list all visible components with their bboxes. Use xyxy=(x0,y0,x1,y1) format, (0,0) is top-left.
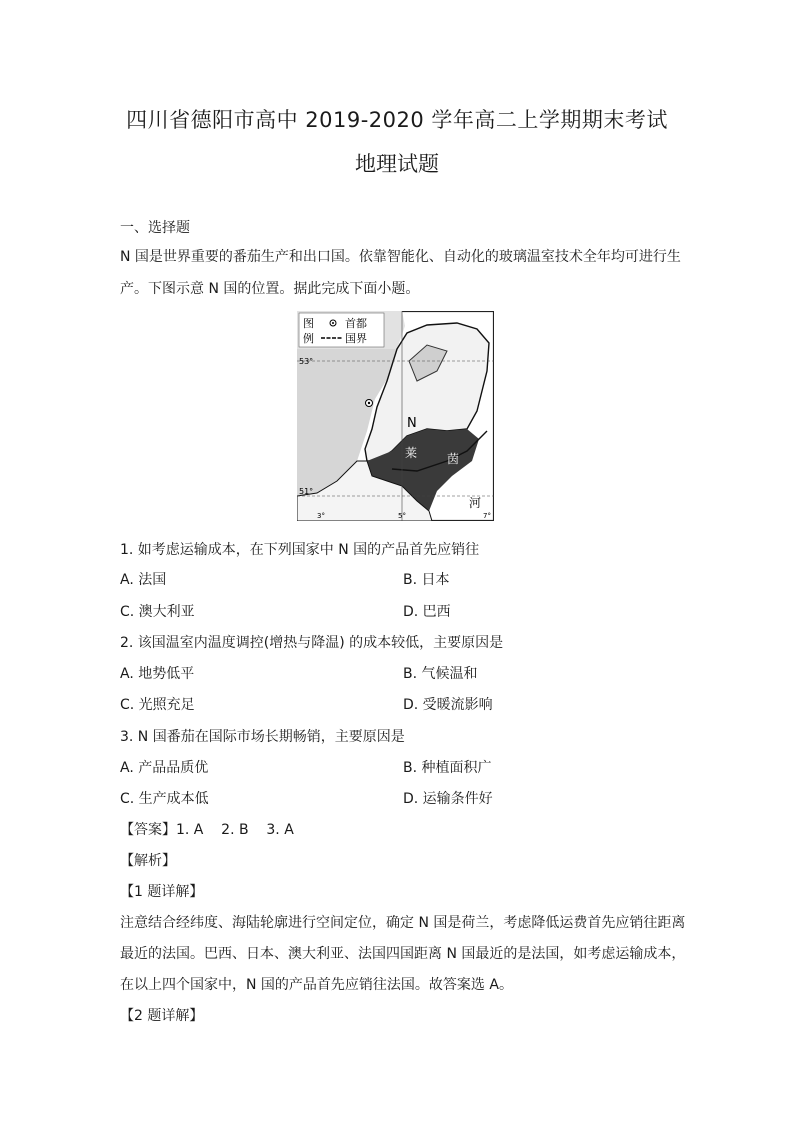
question-1-option-d: D. 巴西 xyxy=(403,604,451,620)
river-char-1: 莱 xyxy=(405,446,418,460)
question-2-stem: 2. 该国温室内温度调控(增热与降温) 的成本较低，主要原因是 xyxy=(120,635,504,651)
detail-2-label: 【2 题详解】 xyxy=(120,1008,204,1024)
lat-53-label: 53° xyxy=(299,357,314,366)
answer-text: 1. A 2. B 3. A xyxy=(176,822,294,838)
lon-5-label: 5° xyxy=(398,512,406,520)
question-2-option-c: C. 光照充足 xyxy=(120,697,195,713)
legend-capital-label: 首都 xyxy=(345,317,367,330)
document-title: 四川省德阳市高中 2019-2020 学年高二上学期期末考试 xyxy=(126,108,668,132)
question-2-option-d: D. 受暖流影响 xyxy=(403,697,493,713)
question-3-option-a: A. 产品品质优 xyxy=(120,760,209,776)
question-3-option-d: D. 运输条件好 xyxy=(403,791,493,807)
river-char-2: 茵 xyxy=(447,452,460,466)
question-2-option-a: A. 地势低平 xyxy=(120,666,195,682)
lon-3-label: 3° xyxy=(317,512,325,520)
river-char-3: 河 xyxy=(469,496,482,510)
legend-border-label: 国界 xyxy=(345,332,367,345)
legend-title-2: 例 xyxy=(303,332,314,345)
question-1-stem: 1. 如考虑运输成本，在下列国家中 N 国的产品首先应销往 xyxy=(120,542,480,558)
lat-51-label: 51° xyxy=(299,487,314,496)
detail-1-line-1: 注意结合经纬度、海陆轮廓进行空间定位，确定 N 国是荷兰，考虑降低运费首先应销往距离 xyxy=(120,915,686,931)
question-2-option-b: B. 气候温和 xyxy=(403,666,478,682)
question-3-option-b: B. 种植面积广 xyxy=(403,760,492,776)
lon-7-label: 7° xyxy=(483,512,491,520)
analysis-label: 【解析】 xyxy=(120,853,176,869)
answer-label: 【答案】 xyxy=(120,822,176,838)
intro-line-2: 产。下图示意 N 国的位置。据此完成下面小题。 xyxy=(120,281,420,297)
intro-line-1: N 国是世界重要的番茄生产和出口国。依靠智能化、自动化的玻璃温室技术全年均可进行生 xyxy=(120,249,681,265)
netherlands-location-map xyxy=(297,311,494,521)
legend-title-1: 图 xyxy=(303,317,314,330)
detail-1-line-3: 在以上四个国家中，N 国的产品首先应销往法国。故答案选 A。 xyxy=(120,977,513,993)
section-heading: 一、选择题 xyxy=(120,220,190,236)
question-1-option-a: A. 法国 xyxy=(120,572,167,588)
answer-row xyxy=(120,820,294,840)
detail-1-label: 【1 题详解】 xyxy=(120,884,204,900)
country-n-label: N xyxy=(407,416,417,431)
question-3-option-c: C. 生产成本低 xyxy=(120,791,209,807)
detail-1-line-2: 最近的法国。巴西、日本、澳大利亚、法国四国距离 N 国最近的是法国，如考虑运输成本， xyxy=(120,946,686,962)
question-1-option-c: C. 澳大利亚 xyxy=(120,604,195,620)
question-3-stem: 3. N 国番茄在国际市场长期畅销，主要原因是 xyxy=(120,729,405,745)
question-1-option-b: B. 日本 xyxy=(403,572,450,588)
document-subtitle: 地理试题 xyxy=(355,152,439,176)
